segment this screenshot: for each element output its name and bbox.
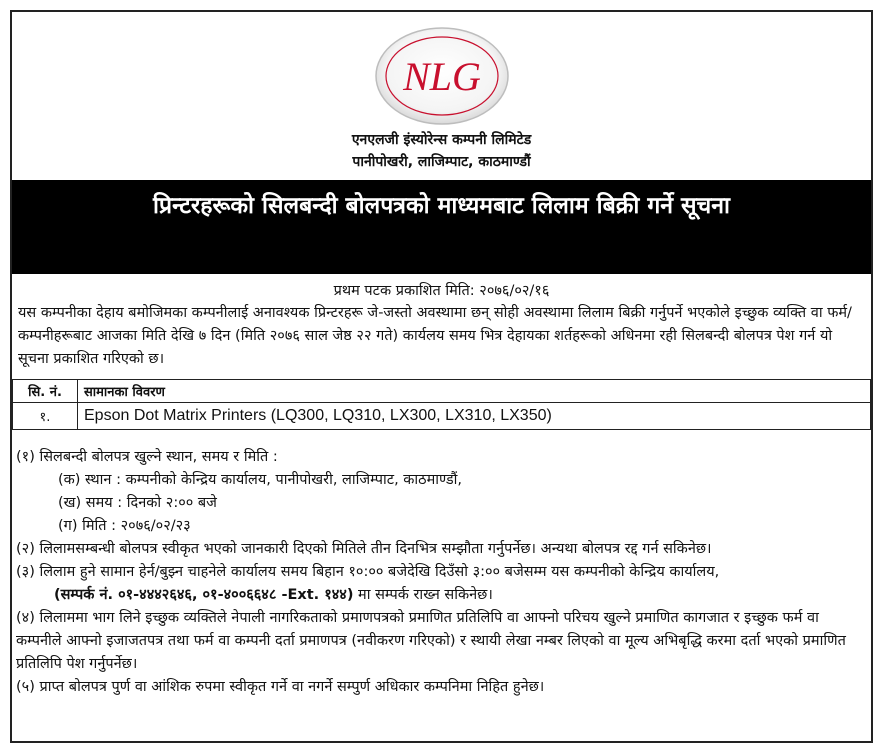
row-description: [78, 403, 871, 430]
intro-paragraph: यस कम्पनीका देहाय बमोजिमका कम्पनीलाई अनावश्यक प्रिन्टरहरू जे-जस्तो अवस्थामा छन् सोही अवस्थामा लिलाम बिक्री गर्नुपर्ने भएकोले इच्छुक व्यक्ति वा फर्म/कम्पनीहरूबाट आजका मिति देखि ७ दिन (मिति २०७६ साल जेष्ठ २२ गते) कार्यलय समय भित्र देहायका शर्तहरूको अधिनमा रही सिलबन्दी बोलपत्र पेश गर्न यो सूचना प्रकाशित गरिएको छ।: [18, 305, 852, 367]
clause-1-time: (ख) समय : दिनको २:०० बजे: [58, 495, 217, 511]
clause-4: (४) लिलाममा भाग लिने इच्छुक व्यक्तिले नेपाली नागरिकताको प्रमाणपत्रको प्रमाणित प्रतिलिपि वा आफ्नो परिचय खुल्ने प्रमाणित कागजात र इच्छुक फर्म वा कम्पनीले आफ्नो इजाजतपत्र तथा फर्म वा कम्पनी दर्ता प्रमाणपत्र (नवीकरण गरिएको) र स्थायी लेखा नम्बर लिएको वा मूल्य अभिबृद्धि करमा दर्ता भएको प्रमाणित प्रतिलिपि पेश गर्नुपर्नेछ।: [16, 610, 846, 672]
notice-frame: [10, 10, 873, 743]
table-header-row: [13, 380, 871, 403]
printer-models: Epson Dot Matrix Printers (LQ300, LQ310, LX300, LX310, LX350): [84, 407, 552, 424]
items-table: [12, 379, 871, 430]
logo-text: NLG: [403, 54, 481, 99]
header-serial: सि. नं.: [13, 380, 78, 403]
company-address: पानीपोखरी, लाजिम्पाट, काठमाण्डौं: [352, 154, 531, 170]
company-name: एनएलजी इंस्योरेन्स कम्पनी लिमिटेड: [351, 132, 532, 148]
clause-3: (३) लिलाम हुने सामान हेर्न/बुझ्न चाहनेले कार्यालय समय बिहान १०:०० बजेदेखि दिउँसो ३:०० बजेसम्म यस कम्पनीको केन्द्रिय कार्यालय,: [16, 564, 720, 580]
clause-1-place: (क) स्थान : कम्पनीको केन्द्रिय कार्यालय, पानीपोखरी, लाजिम्पाट, काठमाण्डौं,: [58, 472, 463, 488]
nlg-logo-icon: [372, 24, 512, 129]
clause-3-tail: मा सम्पर्क राख्न सकिनेछ।: [353, 587, 493, 603]
publish-date: प्रथम पटक प्रकाशित मिति: २०७६/०२/१६: [333, 283, 550, 299]
clause-2: (२) लिलामसम्बन्धी बोलपत्र स्वीकृत भएको जानकारी दिएको मितिले तीन दिनभित्र सम्झौता गर्नुपर्नेछ। अन्यथा बोलपत्र रद्द गर्न सकिनेछ।: [16, 541, 712, 557]
terms-list: [16, 446, 867, 699]
notice-title: प्रिन्टरहरूको सिलबन्दी बोलपत्रको माध्यमबाट लिलाम बिक्री गर्ने सूचना: [153, 193, 730, 219]
contact-numbers: (सम्पर्क नं. ०१-४४४२६४६, ०१-४००६६४८ -Ext. १४४): [54, 587, 354, 603]
clause-1-title: (१) सिलबन्दी बोलपत्र खुल्ने स्थान, समय र मिति :: [16, 449, 278, 465]
clause-1-date: (ग) मिति : २०७६/०२/२३: [58, 518, 191, 534]
company-logo: [372, 24, 512, 129]
notice-title-banner: [12, 180, 871, 274]
table-row: [13, 403, 871, 430]
clause-3-contact-line: [16, 584, 867, 607]
clause-5: (५) प्राप्त बोलपत्र पुर्ण वा आंशिक रुपमा स्वीकृत गर्ने वा नगर्ने सम्पुर्ण अधिकार कम्पनिमा निहित हुनेछ।: [16, 679, 545, 695]
row-serial: १.: [13, 403, 78, 430]
header-description: सामानका विवरण: [78, 380, 871, 403]
